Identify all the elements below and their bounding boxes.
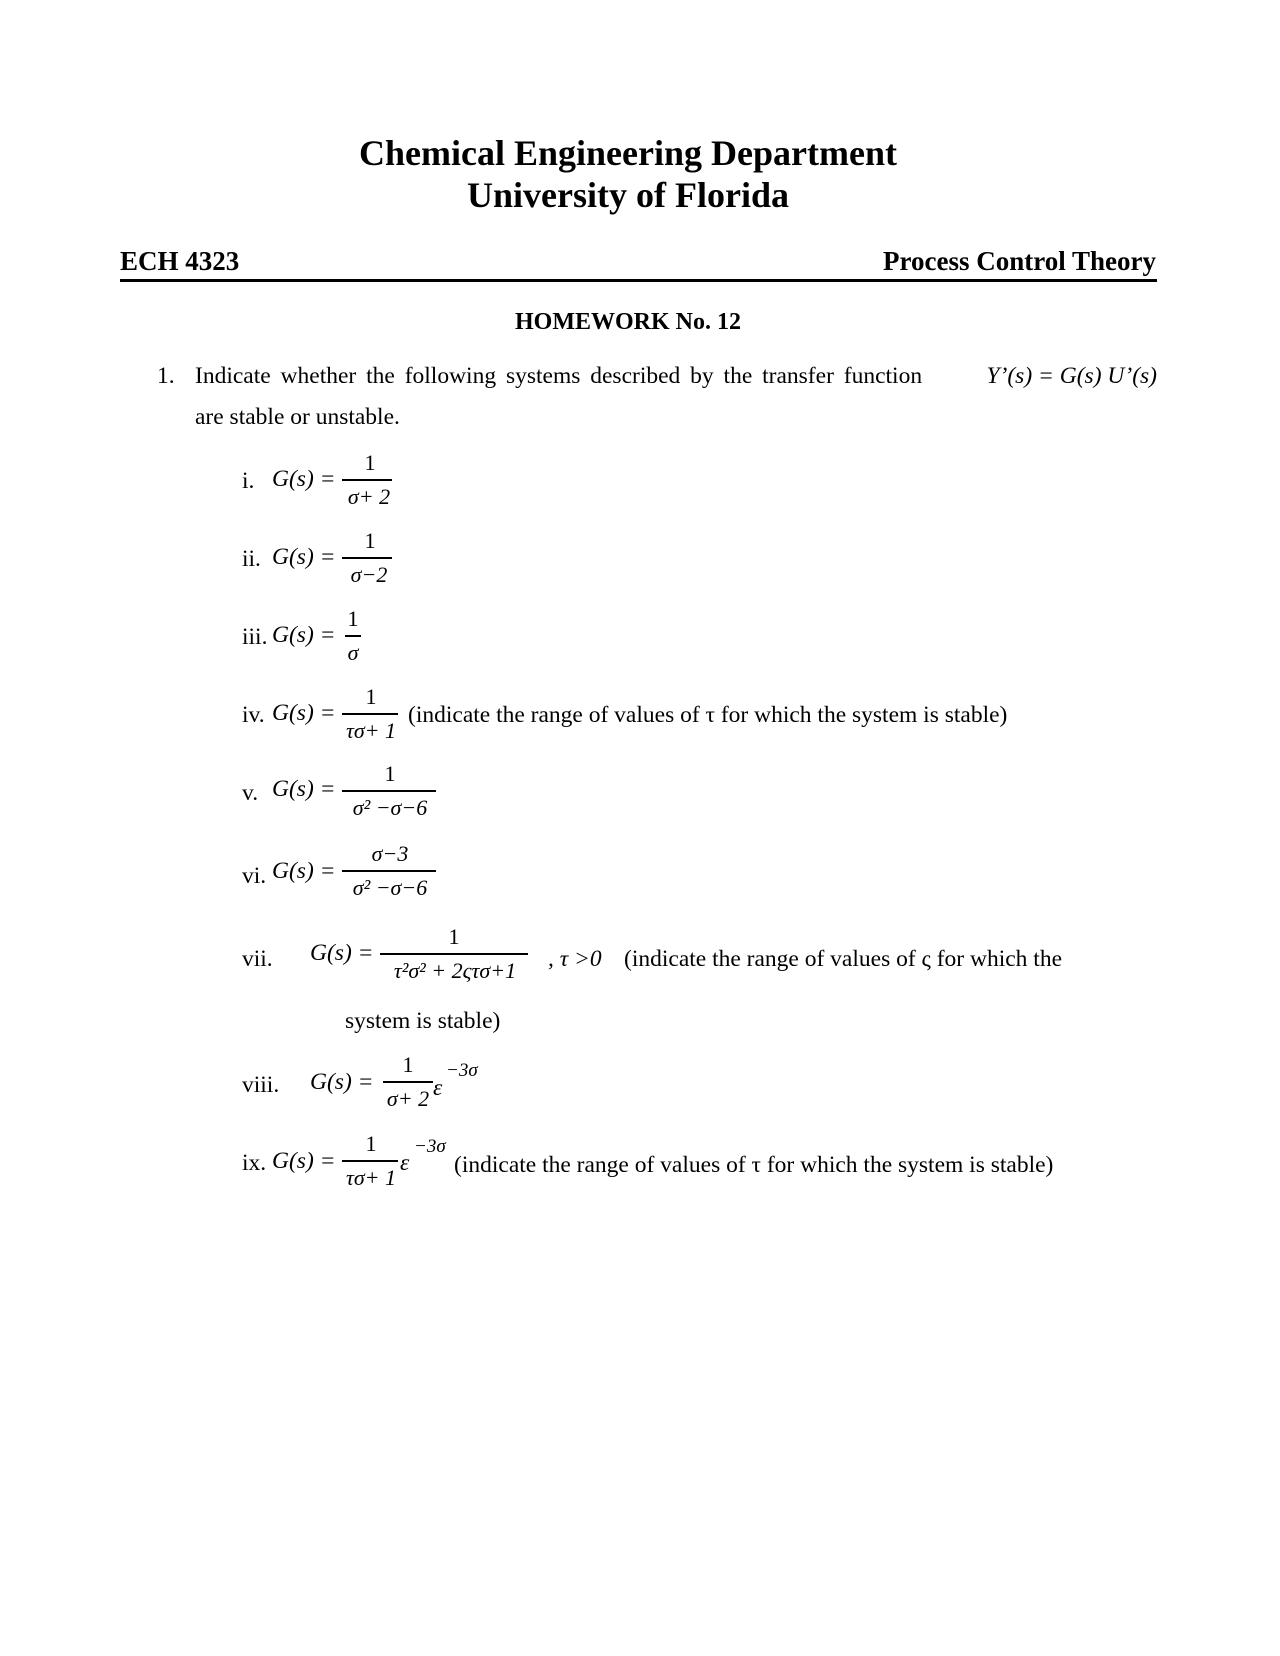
numerator: 1 bbox=[365, 684, 377, 709]
gs-label: G(s) = bbox=[272, 700, 336, 726]
denominator: σ² −σ−6 bbox=[352, 875, 428, 900]
item-label: iii. bbox=[242, 624, 268, 650]
item-condition: , τ >0 bbox=[548, 946, 602, 972]
question-number: 1. bbox=[157, 363, 175, 389]
university-title: University of Florida bbox=[467, 175, 789, 215]
gs-label: G(s) = bbox=[272, 1148, 336, 1174]
department-title: Chemical Engineering Department bbox=[359, 133, 897, 173]
item-label: ix. bbox=[242, 1150, 267, 1176]
homework-title: HOMEWORK No. 12 bbox=[515, 309, 741, 335]
numerator: 1 bbox=[364, 528, 376, 553]
item-label: i. bbox=[242, 468, 255, 494]
item-note: (indicate the range of values of τ for which the system is stable) bbox=[454, 1152, 1054, 1178]
denominator: τ²σ² + 2ςτσ+1 bbox=[393, 958, 517, 983]
item-label: iv. bbox=[242, 702, 265, 728]
item-label: viii. bbox=[242, 1072, 280, 1098]
header-rule bbox=[120, 279, 1157, 282]
denominator: τσ+ 1 bbox=[345, 1165, 397, 1190]
fraction-bar bbox=[342, 870, 436, 872]
item-label: vi. bbox=[242, 863, 267, 889]
numerator: σ−3 bbox=[371, 841, 409, 866]
numerator: 1 bbox=[384, 761, 396, 786]
gs-label: G(s) = bbox=[310, 1069, 374, 1095]
numerator: 1 bbox=[364, 450, 376, 475]
exp-factor: ε bbox=[433, 1075, 443, 1101]
item-label: ii. bbox=[242, 546, 261, 572]
item-label: v. bbox=[242, 780, 259, 806]
question-formula: Y’(s) = G(s) U’(s) bbox=[986, 363, 1157, 389]
gs-label: G(s) = bbox=[272, 466, 336, 492]
item-note-continued: system is stable) bbox=[345, 1008, 501, 1034]
exp-factor: ε bbox=[400, 1150, 410, 1176]
course-code: ECH 4323 bbox=[120, 246, 240, 276]
question-prefix: Indicate whether the following systems described by the transfer function bbox=[195, 363, 923, 389]
item-label: vii. bbox=[242, 946, 273, 972]
gs-label: G(s) = bbox=[272, 776, 336, 802]
gs-label: G(s) = bbox=[272, 858, 336, 884]
fraction-bar bbox=[380, 953, 528, 955]
numerator: 1 bbox=[402, 1052, 414, 1077]
fraction-bar bbox=[342, 713, 398, 715]
gs-label: G(s) = bbox=[272, 544, 336, 570]
fraction-bar bbox=[342, 790, 436, 792]
exp-exponent: −3σ bbox=[446, 1060, 478, 1081]
fraction-bar bbox=[342, 557, 392, 559]
denominator: σ+ 2 bbox=[347, 484, 391, 509]
item-note: (indicate the range of values of τ for which the system is stable) bbox=[408, 702, 1008, 728]
exp-exponent: −3σ bbox=[414, 1136, 446, 1157]
denominator: σ−2 bbox=[350, 562, 388, 587]
fraction-bar bbox=[345, 635, 361, 637]
gs-label: G(s) = bbox=[272, 622, 336, 648]
denominator: σ² −σ−6 bbox=[352, 795, 428, 820]
numerator: 1 bbox=[347, 606, 359, 631]
denominator: σ+ 2 bbox=[386, 1086, 430, 1111]
denominator: σ bbox=[347, 640, 359, 665]
numerator: 1 bbox=[365, 1131, 377, 1156]
fraction-bar bbox=[342, 479, 392, 481]
fraction-bar bbox=[342, 1160, 398, 1162]
fraction-bar bbox=[383, 1081, 433, 1083]
denominator: τσ+ 1 bbox=[345, 718, 397, 743]
question-line-2: are stable or unstable. bbox=[195, 404, 400, 430]
question-line-1 bbox=[195, 363, 1157, 390]
numerator: 1 bbox=[448, 924, 460, 949]
course-title: Process Control Theory bbox=[883, 246, 1156, 276]
gs-label: G(s) = bbox=[310, 940, 374, 966]
item-note: (indicate the range of values of ς for which the bbox=[624, 946, 1063, 972]
